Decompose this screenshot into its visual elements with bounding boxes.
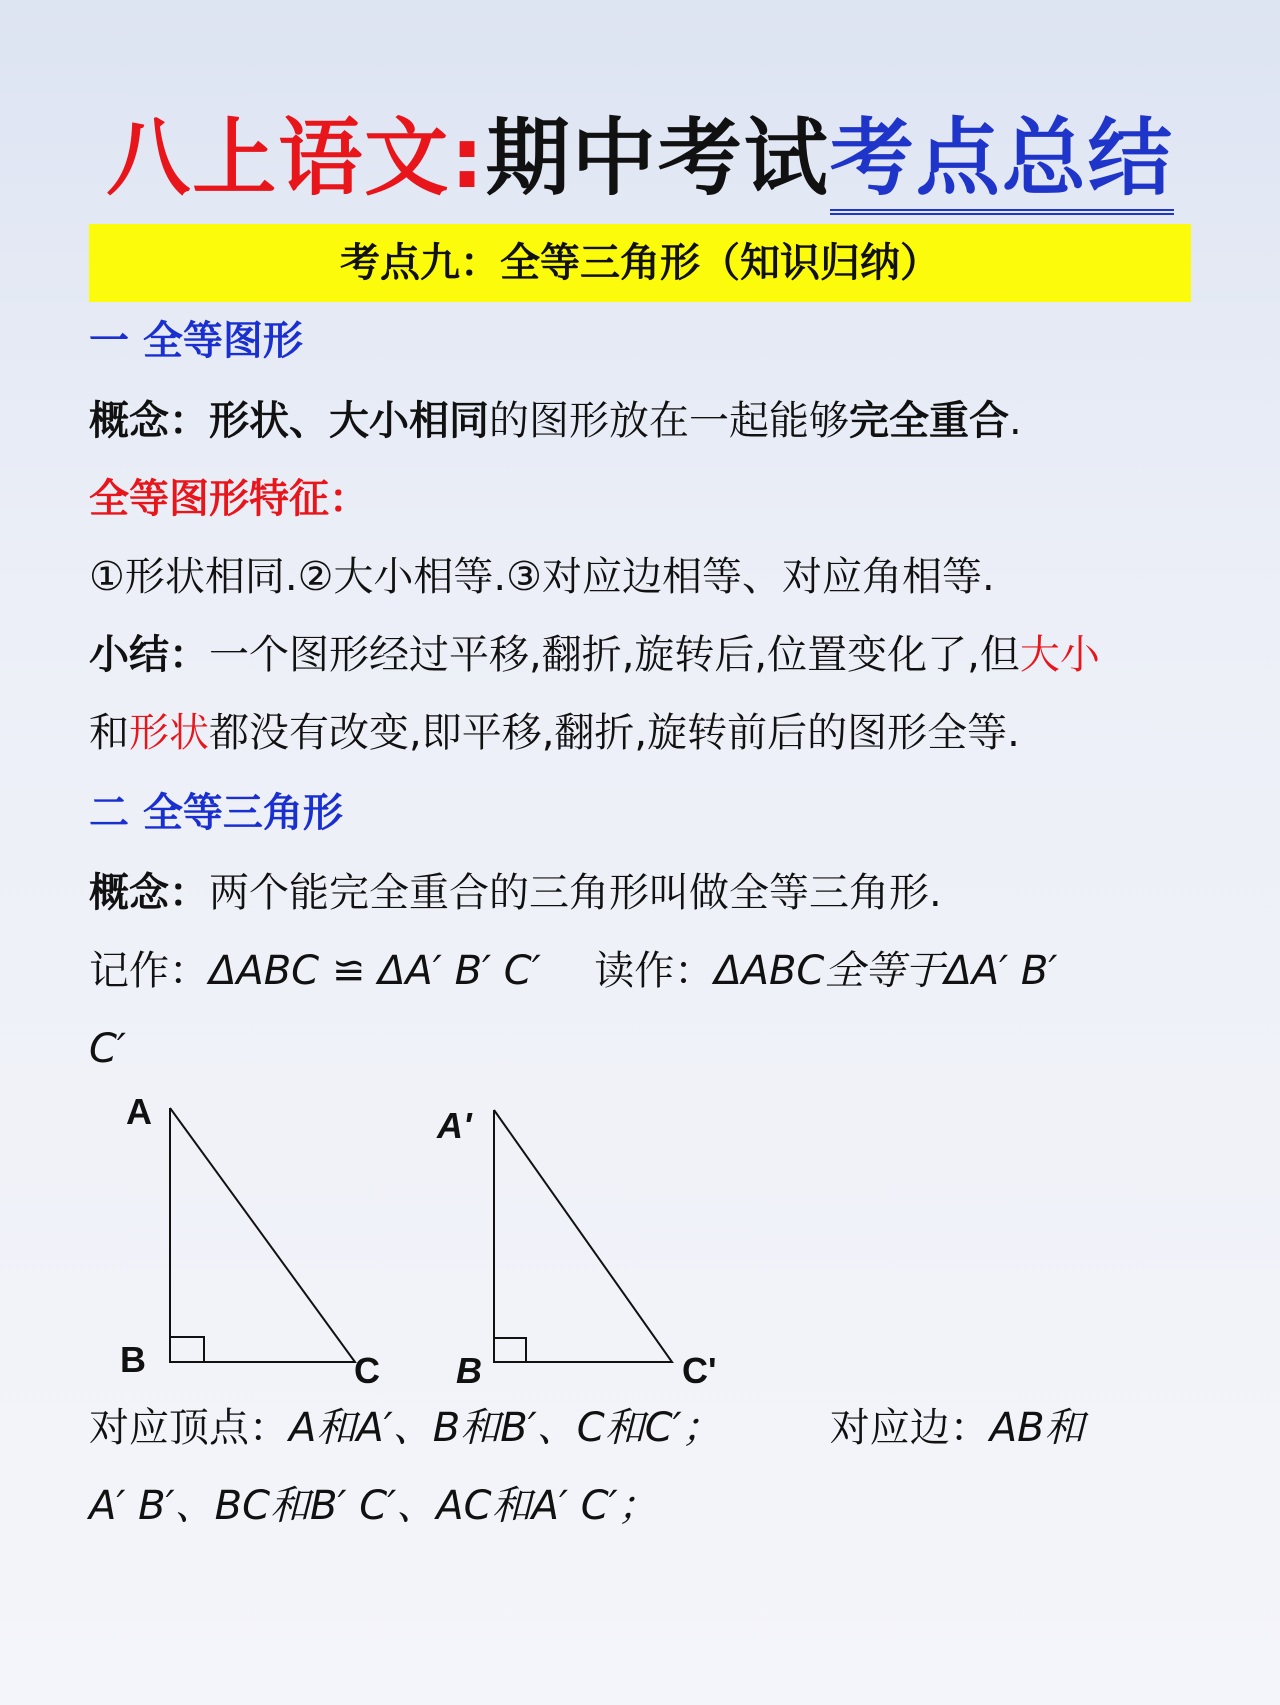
section1-concept: [89, 393, 1022, 449]
concept-bold-2: 完全重合: [849, 398, 1009, 444]
summary-red-2: 形状: [129, 710, 209, 756]
features-heading: 全等图形特征：: [89, 476, 369, 522]
title-subject: 八上语文:: [106, 109, 486, 207]
summary-red-1: 大小: [1019, 632, 1100, 678]
vertices-text: A和A′、B和B′、C和C′；: [289, 1405, 722, 1451]
concept-label: 概念：: [89, 398, 209, 444]
summary-text-1: 一个图形经过平移,翻折,旋转后,位置变化了,但: [209, 632, 1020, 678]
topic-banner: 考点九：全等三角形（知识归纳）: [89, 224, 1191, 302]
summary-text-3: 都没有改变,即平移,翻折,旋转前后的图形全等.: [209, 710, 1020, 756]
summary-text-2: 和: [89, 710, 129, 756]
read-label: 读作：: [594, 948, 715, 994]
features-text: ①形状相同.②大小相等.③对应边相等、对应角相等.: [89, 554, 995, 600]
concept2-text: 两个能完全重合的三角形叫做全等三角形.: [209, 870, 942, 916]
read-expr-2: C′: [89, 1026, 127, 1072]
correspondence-line-1: [89, 1400, 1085, 1456]
concept-text: 的图形放在一起能够: [489, 398, 849, 444]
notation-line: [89, 943, 1057, 999]
right-angle-mark-prime: [494, 1338, 526, 1362]
concept-end: .: [1009, 398, 1022, 444]
summary-label: 小结：: [89, 632, 209, 678]
section2-heading: 二 全等三角形: [89, 790, 343, 836]
label-c-prime: C': [682, 1350, 717, 1391]
label-a-prime: A': [437, 1105, 472, 1146]
title-exam: 期中考试: [485, 109, 830, 207]
correspondence-line-2: A′ B′、BC和B′ C′、AC和A′ C′；: [89, 1483, 658, 1529]
summary-line-2: [89, 705, 1020, 761]
notation-label: 记作：: [89, 948, 209, 994]
label-b: B: [120, 1339, 146, 1380]
concept-bold-1: 形状、大小相同: [209, 398, 489, 444]
label-b-prime: B: [456, 1350, 482, 1391]
sides-text-1: AB和: [989, 1405, 1085, 1451]
section2-concept: [89, 865, 942, 921]
title-summary: 考点总结: [830, 109, 1174, 215]
summary-line-1: [89, 627, 1100, 683]
right-angle-mark: [170, 1337, 204, 1362]
section1-heading: 一 全等图形: [89, 318, 303, 364]
notation-expr: ΔABC ≌ ΔA′ B′ C′: [209, 948, 541, 994]
vertices-label: 对应顶点：: [89, 1405, 289, 1451]
read-expr-1: ΔABC全等于ΔA′ B′: [714, 948, 1058, 994]
triangle-abc: [120, 1091, 380, 1391]
page-title: [0, 108, 1280, 208]
sides-label: 对应边：: [829, 1405, 990, 1451]
label-a: A: [126, 1091, 152, 1132]
concept2-label: 概念：: [89, 870, 209, 916]
triangle-abc-prime: [436, 1105, 717, 1391]
congruent-triangles-diagram: [0, 1080, 1280, 1400]
label-c: C: [354, 1350, 380, 1391]
